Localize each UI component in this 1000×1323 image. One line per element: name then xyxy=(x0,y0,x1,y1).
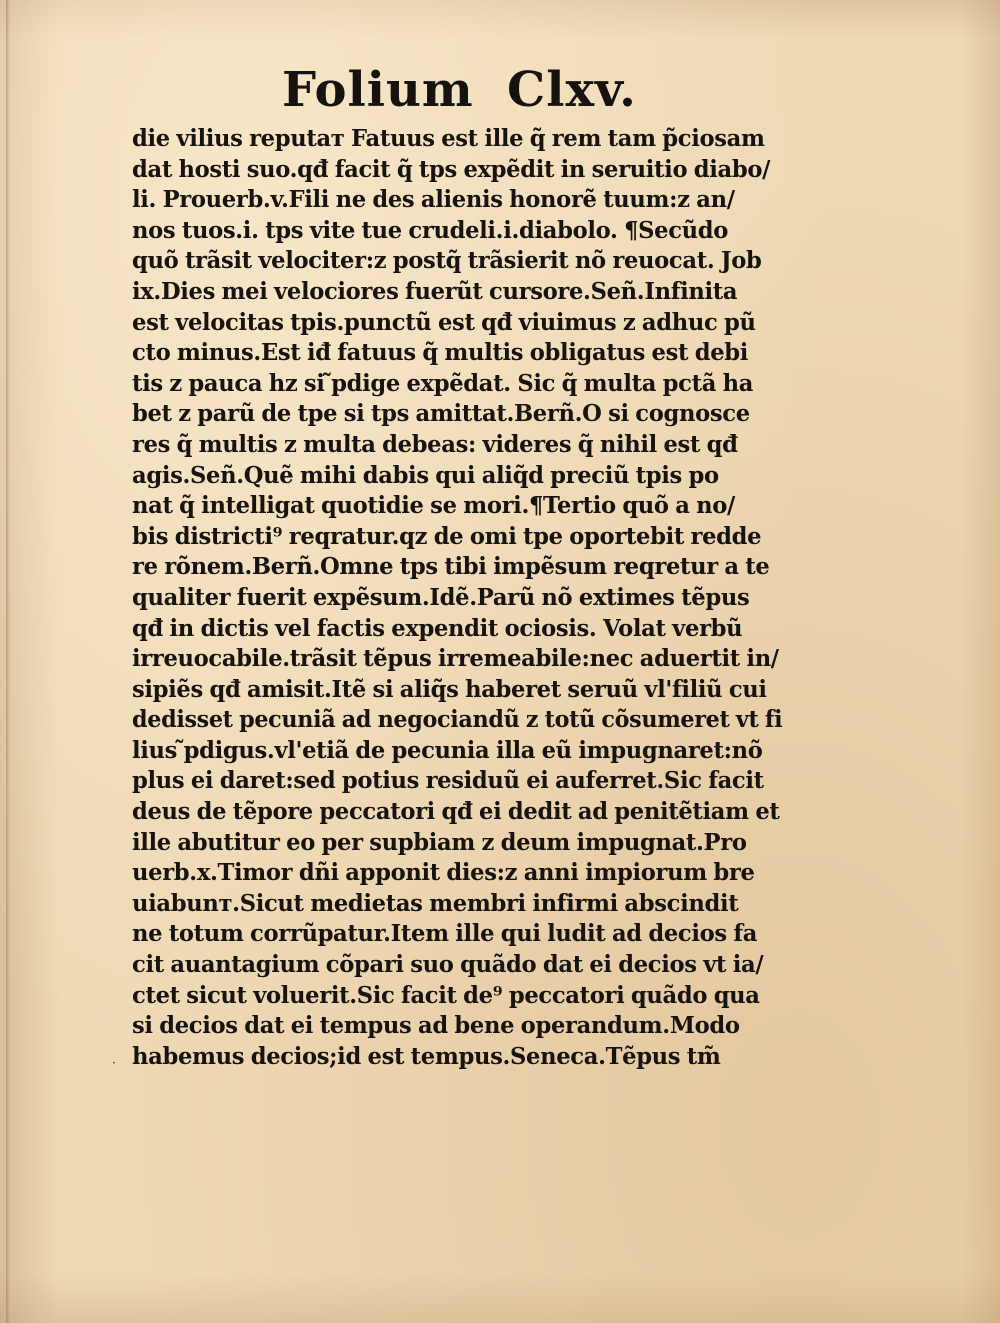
text-line: quõ trãsit velociter:z postq̃ trãsierit nõ reuocat. Job xyxy=(132,247,762,275)
text-line: uerb.x.Timor dñi apponit dies:z anni impiorum bre xyxy=(132,859,755,887)
text-line: re rõnem.Berñ.Omne tps tibi impẽsum reqretur a te xyxy=(132,553,770,581)
text-line: dedisset pecuniã ad negociandũ z totũ cõsumeret vt fi xyxy=(132,706,783,734)
margin-dot: · xyxy=(112,1056,116,1070)
text-line: qualiter fuerit expẽsum.Idẽ.Parũ nõ extimes tẽpus xyxy=(132,583,750,611)
body-text xyxy=(132,124,792,1072)
text-line: bet z parũ de tpe si tps amittat.Berñ.O si cognosce xyxy=(132,400,750,428)
text-line: tis z pauca hz si ̃pdige expẽdat. Sic q̃ multa pctã ha xyxy=(132,369,754,397)
text-line: nos tuos.i. tps vite tue crudeli.i.diabolo. ¶Secũdo xyxy=(132,216,729,244)
text-line: plus ei daret:sed potius residuũ ei auferret.Sic facit xyxy=(132,767,764,795)
text-line: si decios dat ei tempus ad bene operandum.Modo xyxy=(132,1012,740,1040)
text-line: res q̃ multis z multa debeas: videres q̃ nihil est qđ xyxy=(132,430,738,458)
text-line: irreuocabile.trãsit tẽpus irremeabile:nec aduertit in/ xyxy=(132,645,779,673)
text-line: qđ in dictis vel factis expendit ociosis. Volat verbũ xyxy=(132,614,743,642)
text-line: ne totum corrũpatur.Item ille qui ludit ad decios fa xyxy=(132,920,758,948)
text-line: deus de tẽpore peccatori qđ ei dedit ad penitẽtiam et xyxy=(132,798,780,826)
text-line: sipiẽs qđ amisit.Itẽ si aliq̃s haberet seruũ vl'filiũ cui xyxy=(132,675,767,703)
text-line: nat q̃ intelligat quotidie se mori.¶Tertio quõ a no/ xyxy=(132,492,735,520)
text-line: uiabunт.Sicut medietas membri infirmi abscindit xyxy=(132,889,739,917)
text-line: ix.Dies mei velociores fuerũt cursore.Señ.Infinita xyxy=(132,277,738,305)
text-line: bis districti⁹ reqratur.qz de omi tpe oportebit redde xyxy=(132,522,762,550)
folio-number: Clxv. xyxy=(507,62,637,118)
text-line: li. Prouerb.v.Fili ne des alienis honorẽ tuum:z an/ xyxy=(132,186,735,214)
text-line: cto minus.Est iđ fatuus q̃ multis obligatus est debi xyxy=(132,339,749,367)
text-line: ctet sicut voluerit.Sic facit de⁹ peccatori quãdo qua xyxy=(132,981,760,1009)
text-line: lius ̃pdigus.vl'etiã de pecunia illa eũ impugnaret:nõ xyxy=(132,736,763,764)
text-line: est velocitas tpis.punctũ est qđ viuimus z adhuc pũ xyxy=(132,308,756,336)
page-gutter-shadow xyxy=(6,0,10,1323)
text-line: ille abutitur eo per supbiam z deum impugnat.Pro xyxy=(132,828,747,856)
folio-header xyxy=(282,62,642,122)
text-line: die vilius reputaт Fatuus est ille q̃ rem tam p̃ciosam xyxy=(132,125,765,152)
text-line: cit auantagium cõpari suo quãdo dat ei decios vt ia/ xyxy=(132,951,764,979)
text-line: habemus decios;id est tempus.Seneca.Tẽpus tm̃ xyxy=(132,1042,721,1070)
text-line: agis.Señ.Quẽ mihi dabis qui aliq̃d preciũ tpis po xyxy=(132,461,719,489)
text-line: dat hosti suo.qđ facit q̃ tps expẽdit in seruitio diabo/ xyxy=(132,155,771,183)
folio-word: Folium xyxy=(282,62,474,118)
